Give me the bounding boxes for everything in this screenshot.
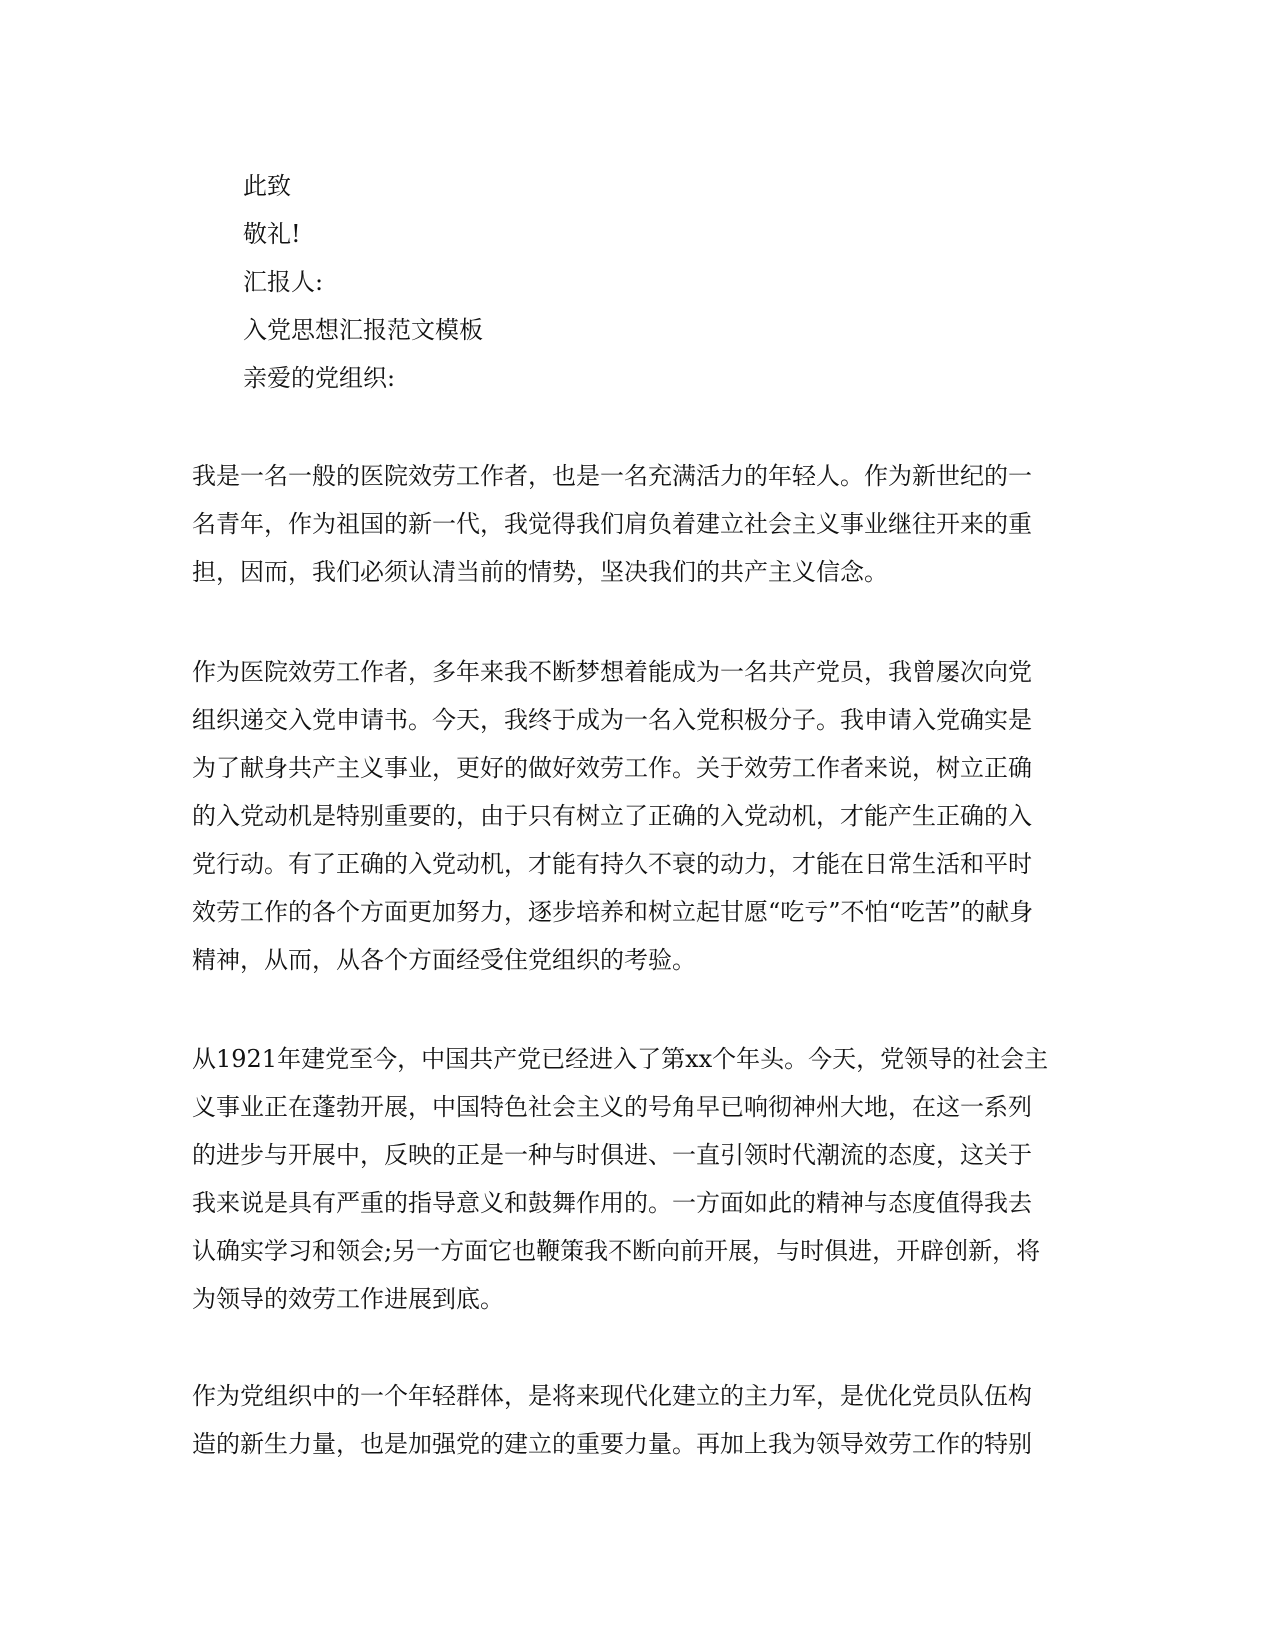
text-line: 的入党动机是特别重要的，由于只有树立了正确的入党动机，才能产生正确的入	[192, 802, 1032, 830]
body-paragraph	[192, 648, 1092, 984]
text-line: 党行动。有了正确的入党动机，才能有持久不衰的动力，才能在日常生活和平时	[192, 850, 1032, 878]
greeting-line: 亲爱的党组织:	[243, 364, 396, 392]
text-line: 作为党组织中的一个年轻群体，是将来现代化建立的主力军，是优化党员队伍构	[192, 1382, 1032, 1410]
text-line: 组织递交入党申请书。今天，我终于成为一名入党积极分子。我申请入党确实是	[192, 706, 1032, 734]
text-line: 的进步与开展中，反映的正是一种与时俱进、一直引领时代潮流的态度，这关于	[192, 1141, 1032, 1169]
body-paragraph	[192, 1372, 1092, 1468]
closing-line: 此致	[243, 172, 291, 200]
text-line: 效劳工作的各个方面更加努力，逐步培养和树立起甘愿“吃亏”不怕“吃苦”的献身	[192, 898, 1034, 926]
text-line: 义事业正在蓬勃开展，中国特色社会主义的号角早已响彻神州大地，在这一系列	[192, 1093, 1032, 1121]
text-line: 担，因而，我们必须认清当前的情势，坚决我们的共产主义信念。	[192, 558, 888, 586]
text-line: 名青年，作为祖国的新一代，我觉得我们肩负着建立社会主义事业继往开来的重	[192, 510, 1032, 538]
document-title: 入党思想汇报范文模板	[243, 316, 483, 344]
body-paragraph	[192, 1035, 1092, 1323]
text-line: 从1921年建党至今，中国共产党已经进入了第xx个年头。今天，党领导的社会主	[192, 1045, 1049, 1073]
letter-header	[243, 162, 1043, 402]
text-line: 为领导的效劳工作进展到底。	[192, 1285, 504, 1313]
text-line: 我是一名一般的医院效劳工作者，也是一名充满活力的年轻人。作为新世纪的一	[192, 462, 1032, 490]
text-line: 为了献身共产主义事业，更好的做好效劳工作。关于效劳工作者来说，树立正确	[192, 754, 1032, 782]
reporter-line: 汇报人:	[243, 268, 324, 296]
text-line: 我来说是具有严重的指导意义和鼓舞作用的。一方面如此的精神与态度值得我去	[192, 1189, 1032, 1217]
text-line: 作为医院效劳工作者，多年来我不断梦想着能成为一名共产党员，我曾屡次向党	[192, 658, 1032, 686]
text-line: 认确实学习和领会;另一方面它也鞭策我不断向前开展，与时俱进，开辟创新，将	[192, 1237, 1041, 1265]
body-paragraph	[192, 452, 1092, 596]
text-line: 精神，从而，从各个方面经受住党组织的考验。	[192, 946, 696, 974]
text-line: 造的新生力量，也是加强党的建立的重要力量。再加上我为领导效劳工作的特别	[192, 1430, 1032, 1458]
salute-line: 敬礼!	[243, 220, 301, 248]
